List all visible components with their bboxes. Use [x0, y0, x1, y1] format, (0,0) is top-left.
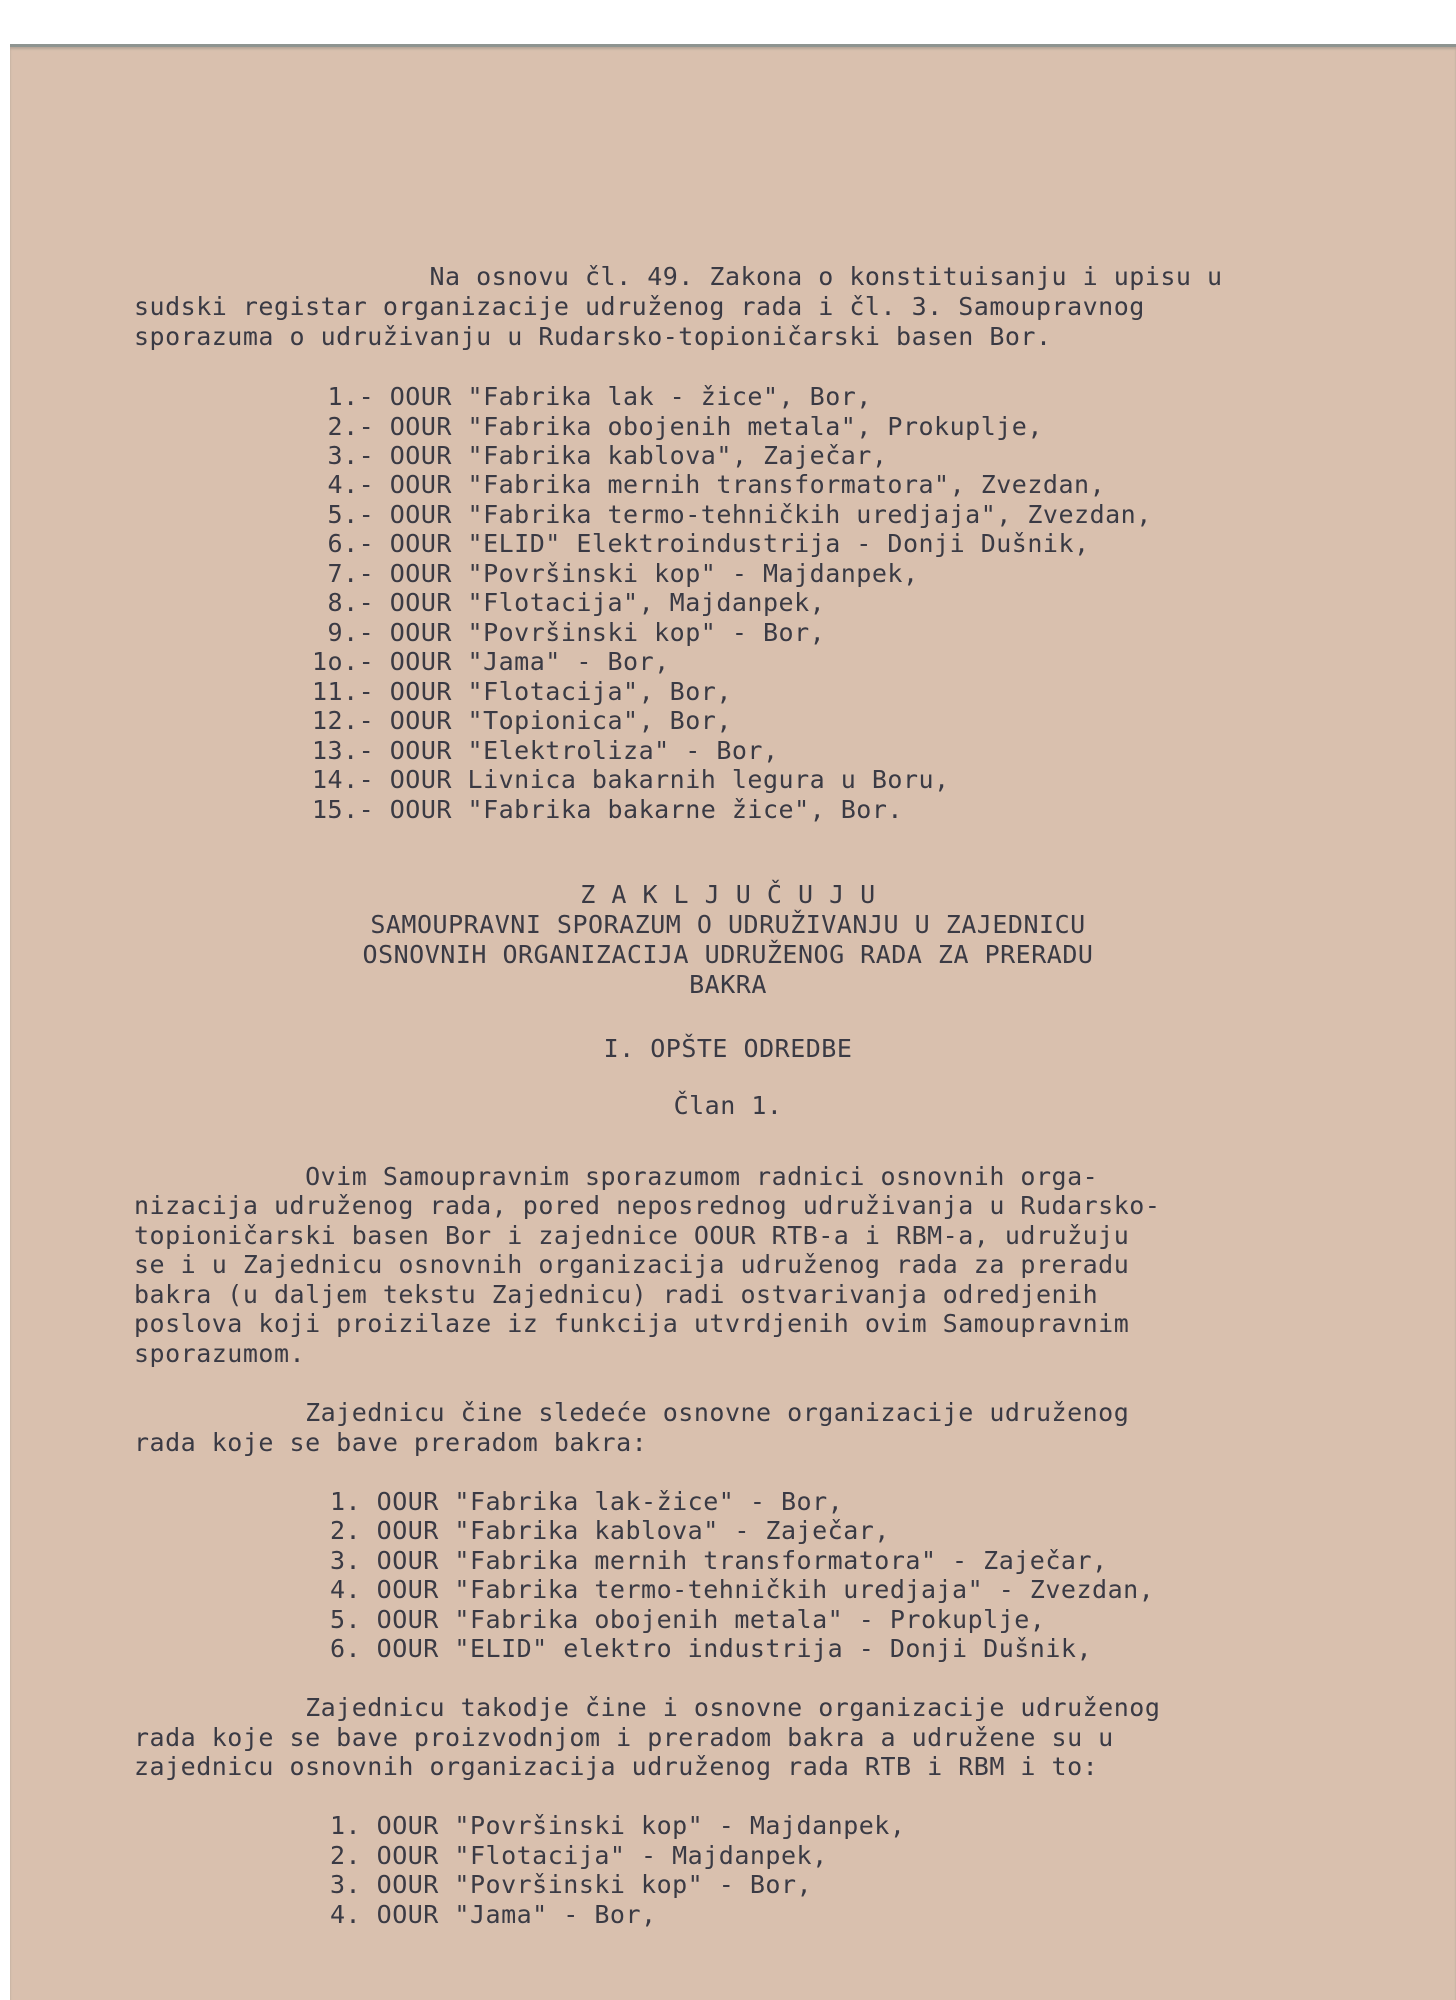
agreement-title-line: BAKRA	[689, 970, 767, 999]
paragraph-line: poslova koji proizilaze iz funkcija utvrdjenih ovim Samoupravnim	[134, 1309, 1130, 1338]
signatory-item: 4.- OOUR "Fabrika mernih transformatora", Zvezdan,	[312, 470, 1106, 499]
paragraph-line: topioničarski basen Bor i zajednice OOUR RTB-a i RBM-a, udružuju	[134, 1221, 1130, 1250]
signatory-item: 14.- OOUR Livnica bakarnih legura u Boru,	[312, 765, 950, 794]
signatory-item: 8.- OOUR "Flotacija", Majdanpek,	[312, 588, 826, 617]
member-item: 5. OOUR "Fabrika obojenih metala" - Prokuplje,	[330, 1605, 1046, 1634]
heading-verb: Z A K L J U Č U J U	[580, 880, 876, 909]
member-item: 4. OOUR "Fabrika termo-tehničkih uredjaja" - Zvezdan,	[330, 1575, 1155, 1604]
paragraph-line: se i u Zajednicu osnovnih organizacija udruženog rada za preradu	[134, 1250, 1130, 1279]
signatory-item: 2.- OOUR "Fabrika obojenih metala", Prokuplje,	[312, 412, 1043, 441]
paragraph-line: bakra (u daljem tekstu Zajednicu) radi ostvarivanja odredjenih	[134, 1280, 1099, 1309]
paragraph-line: Zajednicu čine sledeće osnovne organizacije udruženog	[134, 1398, 1130, 1427]
agreement-title-line: SAMOUPRAVNI SPORAZUM O UDRUŽIVANJU U ZAJEDNICU	[370, 910, 1086, 939]
signatory-item: 12.- OOUR "Topionica", Bor,	[312, 706, 732, 735]
member-item: 6. OOUR "ELID" elektro industrija - Donji Dušnik,	[330, 1634, 1093, 1663]
member-item: 4. OOUR "Jama" - Bor,	[330, 1900, 657, 1929]
paragraph-line: rada koje se bave preradom bakra:	[134, 1428, 648, 1457]
section-heading: I. OPŠTE ODREDBE	[603, 1034, 853, 1063]
member-item: 3. OOUR "Površinski kop" - Bor,	[330, 1870, 813, 1899]
intro-line: sporazuma o udruživanju u Rudarsko-topioničarski basen Bor.	[134, 322, 1052, 351]
member-item: 1. OOUR "Fabrika lak-žice" - Bor,	[330, 1487, 844, 1516]
signatory-item: 7.- OOUR "Površinski kop" - Majdanpek,	[312, 559, 919, 588]
signatory-item: 3.- OOUR "Fabrika kablova", Zaječar,	[312, 441, 888, 470]
paragraph-line: sporazumom.	[134, 1339, 306, 1368]
signatory-item: 13.- OOUR "Elektroliza" - Bor,	[312, 736, 779, 765]
signatory-item: 1o.- OOUR "Jama" - Bor,	[312, 647, 670, 676]
member-item: 2. OOUR "Flotacija" - Majdanpek,	[330, 1841, 828, 1870]
paragraph-line: zajednicu osnovnih organizacija udruženog rada RTB i RBM i to:	[134, 1752, 1099, 1781]
intro-line: Na osnovu čl. 49. Zakona o konstituisanju i upisu u	[134, 262, 1223, 291]
member-item: 2. OOUR "Fabrika kablova" - Zaječar,	[330, 1516, 890, 1545]
signatory-item: 15.- OOUR "Fabrika bakarne žice", Bor.	[312, 795, 903, 824]
paragraph-line: rada koje se bave proizvodnjom i preradom bakra a udružene su u	[134, 1723, 1114, 1752]
agreement-title-line: OSNOVNIH ORGANIZACIJA UDRUŽENOG RADA ZA PRERADU	[362, 940, 1094, 969]
signatory-item: 1.- OOUR "Fabrika lak - žice", Bor,	[312, 382, 872, 411]
signatory-item: 11.- OOUR "Flotacija", Bor,	[312, 677, 732, 706]
signatory-item: 6.- OOUR "ELID" Elektroindustrija - Donji Dušnik,	[312, 529, 1090, 558]
paragraph-line: Zajednicu takodje čine i osnovne organizacije udruženog	[134, 1693, 1161, 1722]
signatory-item: 9.- OOUR "Površinski kop" - Bor,	[312, 618, 826, 647]
member-item: 1. OOUR "Površinski kop" - Majdanpek,	[330, 1811, 906, 1840]
article-heading: Član 1.	[673, 1091, 783, 1120]
member-item: 3. OOUR "Fabrika mernih transformatora" - Zaječar,	[330, 1546, 1108, 1575]
paragraph-line: nizacija udruženog rada, pored neposrednog udruživanja u Rudarsko-	[134, 1191, 1161, 1220]
intro-line: sudski registar organizacije udruženog rada i čl. 3. Samoupravnog	[134, 292, 1145, 321]
signatory-item: 5.- OOUR "Fabrika termo-tehničkih uredjaja", Zvezdan,	[312, 500, 1152, 529]
paragraph-line: Ovim Samoupravnim sporazumom radnici osnovnih orga-	[134, 1162, 1099, 1191]
